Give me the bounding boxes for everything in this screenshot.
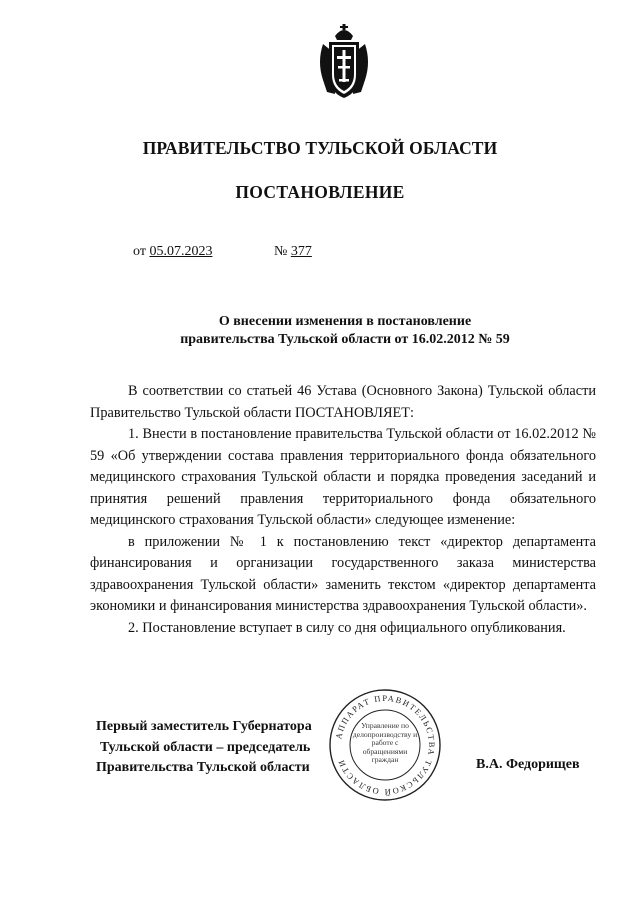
number-value: 377 bbox=[290, 244, 312, 259]
document-subject bbox=[0, 313, 640, 349]
document-body bbox=[90, 381, 596, 639]
organization-title: ПРАВИТЕЛЬСТВО ТУЛЬСКОЙ ОБЛАСТИ bbox=[142, 138, 498, 158]
stamp-ring-text: АППАРАТ ПРАВИТЕЛЬСТВА ТУЛЬСКОЙ ОБЛАСТИ bbox=[334, 693, 437, 797]
paragraph-item-2: 2. Постановление вступает в силу со дня официального опубликования. bbox=[128, 619, 566, 636]
document-type-title: ПОСТАНОВЛЕНИЕ bbox=[235, 182, 405, 202]
paragraph-preamble: В соответствии со статьей 46 Устава (Основного Закона) Тульской области Правительство Тульской области ПОСТАНОВЛЯЕТ: bbox=[90, 383, 596, 421]
number-prefix: № bbox=[274, 244, 288, 259]
signatory-name: В.А. Федорищев bbox=[476, 757, 580, 772]
signatory-title-line-3: Правительства Тульской области bbox=[96, 760, 310, 775]
signatory-title-line-1: Первый заместитель Губернатора bbox=[96, 719, 312, 734]
signatory-title bbox=[96, 717, 312, 779]
document-date bbox=[133, 244, 212, 260]
paragraph-change: в приложении № 1 к постановлению текст «директор департамента финансирования и организации государственного заказа министерства здравоохранения Тульской области» заменить текстом «директор департамента экономики и финансирования министерства здравоохранения Тульской области». bbox=[90, 533, 596, 614]
document-number bbox=[274, 244, 312, 260]
signatory-title-line-2: Тульской области – председатель bbox=[100, 739, 311, 755]
date-prefix: от bbox=[133, 244, 146, 259]
tula-coat-of-arms-icon bbox=[317, 22, 371, 102]
paragraph-item-1: 1. Внести в постановление правительства Тульской области от 16.02.2012 № 59 «Об утверждении состава правления территориального фонда обязательного медицинского страхования Тульской области и порядка проведения заседаний и принятия решений правления территориального фонда обязательного медицинского страхования Тульской области» следующее изменение: bbox=[90, 426, 596, 528]
date-value: 05.07.2023 bbox=[149, 244, 213, 259]
stamp-inner-text: Управление по делопроизводству и работе с обращениями граждан bbox=[352, 721, 418, 765]
subject-line-2: правительства Тульской области от 16.02.2012 № 59 bbox=[180, 332, 510, 347]
subject-line-1: О внесении изменения в постановление bbox=[218, 314, 472, 329]
